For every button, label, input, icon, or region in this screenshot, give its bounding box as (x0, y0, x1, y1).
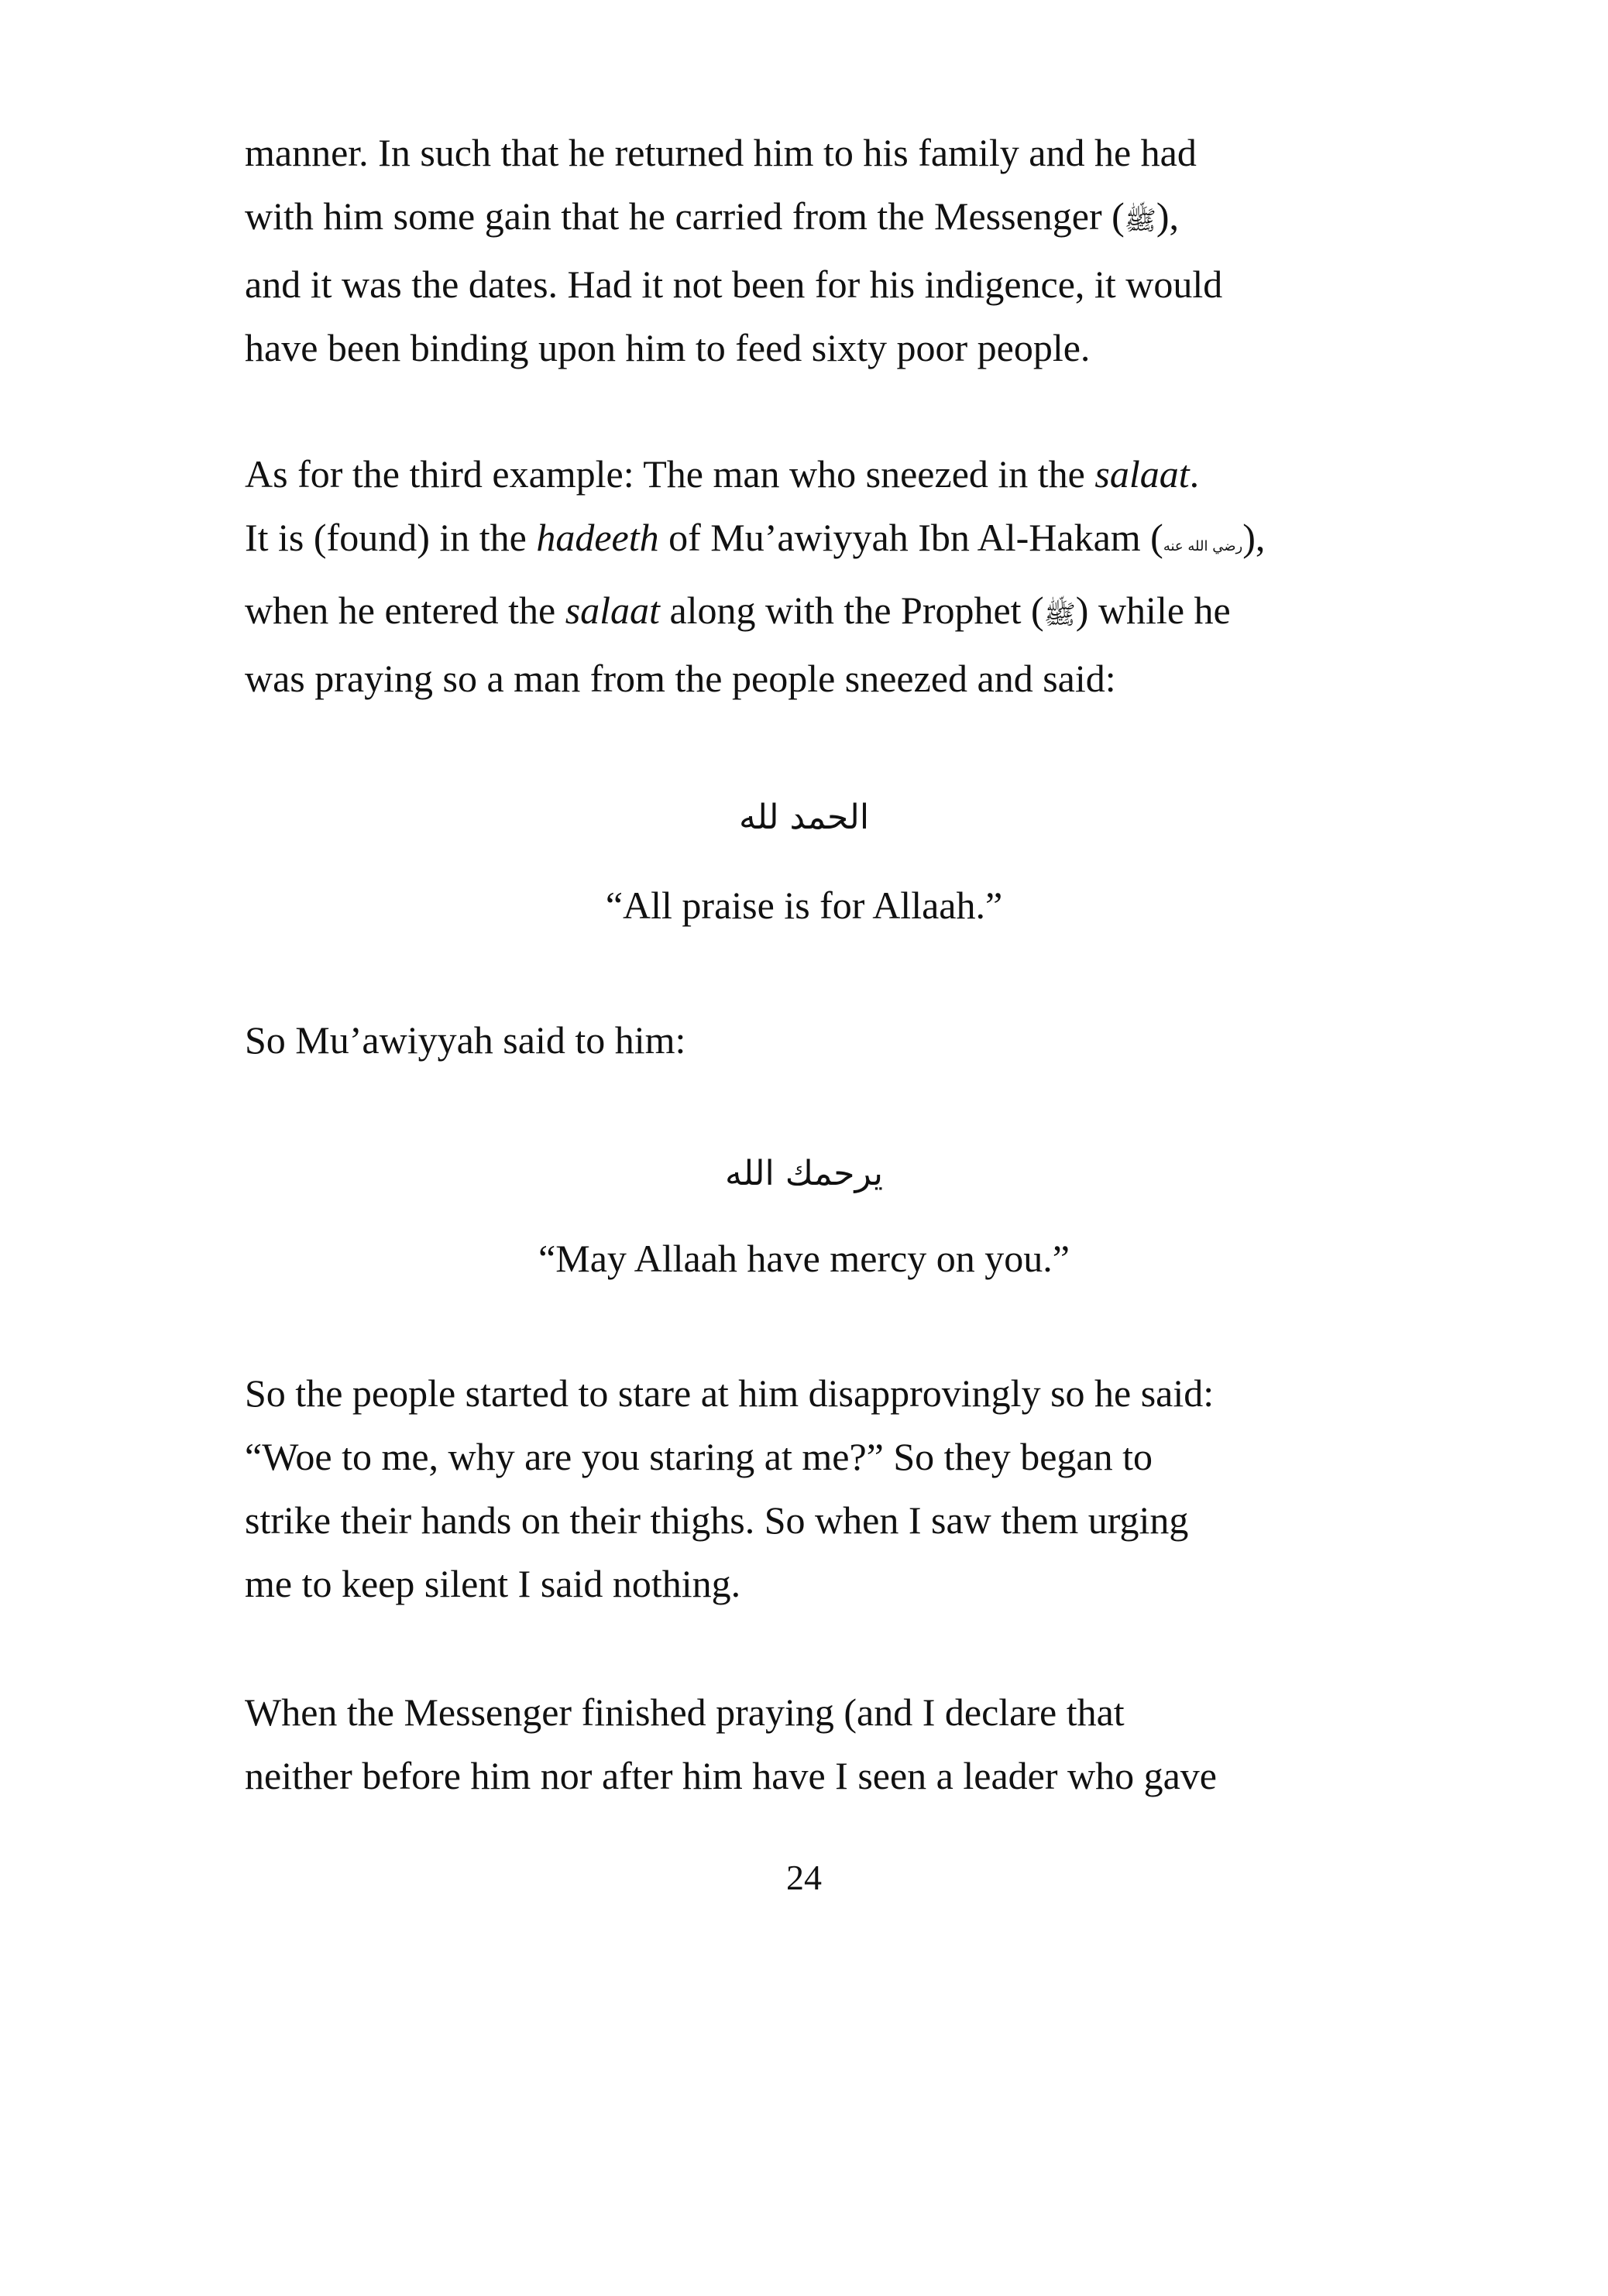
paragraph-5 (245, 1680, 1391, 1807)
salutation-companion-glyph: رضي الله عنه (1163, 538, 1243, 554)
paragraph-2-line-3-start: when he entered the (245, 589, 565, 632)
paragraph-2-line-1 (245, 442, 1391, 506)
page-number: 24 (786, 1858, 822, 1897)
paragraph-1-line-3: and it was the dates. Had it not been for his indigence, it would (245, 263, 1223, 306)
paragraph-2-line-2-start: It is (found) in the (245, 516, 537, 559)
paragraph-2-line-2-end: ), (1242, 516, 1266, 559)
paragraph-4-line-2: “Woe to me, why are you staring at me?” So they began to (245, 1435, 1153, 1478)
paragraph-4-line-4: me to keep silent I said nothing. (245, 1562, 741, 1605)
paragraph-2-line-2-mid: of Mu’awiyyah Ibn Al-Hakam ( (658, 516, 1163, 559)
paragraph-2-line-2-italic: hadeeth (536, 516, 659, 559)
paragraph-2-line-1-end: . (1189, 452, 1200, 496)
paragraph-5-line-2: neither before him nor after him have I seen a leader who gave (245, 1754, 1217, 1797)
paragraph-2-line-3 (245, 578, 1391, 647)
paragraph-2-line-1-start: As for the third example: The man who sneezed in the (245, 452, 1095, 496)
quote-1-arabic: الحمد لله (738, 798, 870, 837)
paragraph-2 (245, 442, 1391, 710)
paragraph-1-line-2-text: with him some gain that he carried from the Messenger ( (245, 194, 1125, 238)
paragraph-1-line-1: manner. In such that he returned him to his family and he had (245, 131, 1197, 174)
paragraph-3: So Mu’awiyyah said to him: (245, 1018, 686, 1062)
paragraph-2-line-1-italic: salaat (1094, 452, 1190, 496)
paragraph-4-line-1: So the people started to stare at him disapprovingly so he said: (245, 1371, 1215, 1415)
quote-2-translation: “May Allaah have mercy on you.” (538, 1237, 1070, 1280)
paragraph-2-line-4: was praying so a man from the people sneezed and said: (245, 657, 1116, 700)
paragraph-2-line-3-end: ) while he (1075, 589, 1231, 632)
paragraph-1-line-4: have been binding upon him to feed sixty poor people. (245, 326, 1091, 369)
paragraph-2-line-2 (245, 506, 1391, 578)
salutation-prophet-glyph-2: ﷺ (1043, 599, 1076, 630)
paragraph-1 (245, 121, 1391, 379)
paragraph-5-line-1: When the Messenger finished praying (and I declare that (245, 1690, 1125, 1734)
quote-1-translation: “All praise is for Allaah.” (605, 884, 1003, 927)
paragraph-2-line-3-italic: salaat (565, 589, 660, 632)
quote-2-arabic: يرحمك الله (724, 1154, 883, 1193)
paragraph-2-line-3-mid: along with the Prophet ( (659, 589, 1044, 632)
paragraph-4 (245, 1361, 1391, 1615)
paragraph-4-line-3: strike their hands on their thighs. So when I saw them urging (245, 1498, 1189, 1542)
salutation-prophet-glyph: ﷺ (1124, 205, 1156, 236)
paragraph-1-line-2 (245, 184, 1391, 252)
paragraph-1-line-2-tail: ), (1156, 194, 1180, 238)
